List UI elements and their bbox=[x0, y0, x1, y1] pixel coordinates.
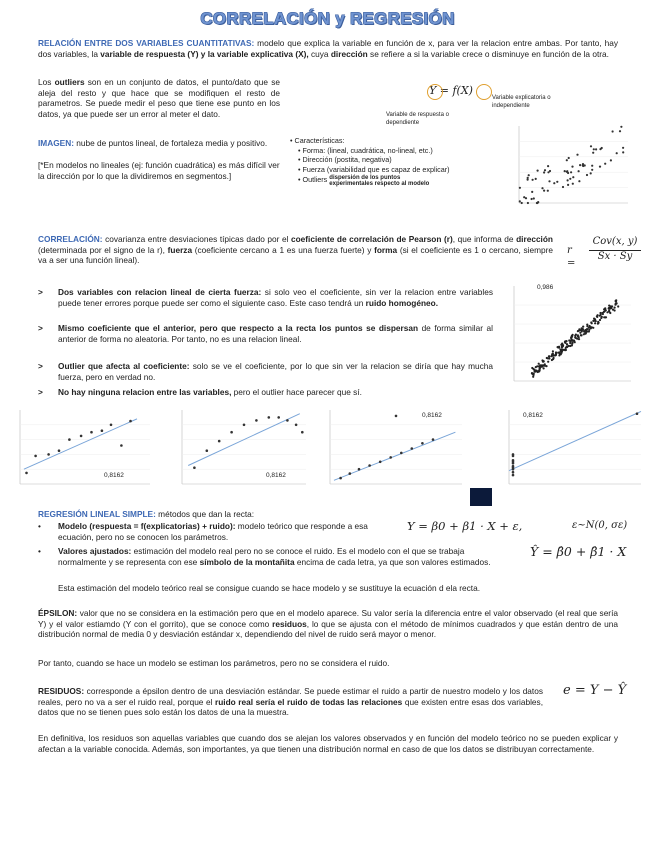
imagen-text: nube de puntos lineal, de fortaleza media y positivo. bbox=[73, 138, 268, 148]
data-point bbox=[619, 130, 621, 132]
data-point bbox=[572, 183, 574, 185]
data-point bbox=[586, 325, 588, 327]
data-point bbox=[536, 202, 538, 204]
data-point bbox=[566, 343, 568, 345]
data-point bbox=[512, 471, 515, 474]
pearson-numerator: Cov(x, y) bbox=[589, 236, 641, 251]
data-point bbox=[368, 464, 371, 467]
intro-paragraph bbox=[38, 38, 618, 59]
epsilon-paragraph: ÉPSILON: valor que no se considera en la estimación pero que en el modelo aparece. Su valor sería la diferencia entre el valor observado (el real que sería Y) y el valor estiamdo (Y con el gorrito), que se conoce como residuos, lo que se ajusta con el método de mínimos cuadrados y que están dentro de una distribución normal de media 0 y desviación estándar x, dependiendo del nivel de ruido será mayor o menor. bbox=[38, 608, 619, 640]
data-point bbox=[547, 361, 549, 363]
data-point bbox=[535, 178, 537, 180]
data-point bbox=[599, 148, 601, 150]
data-point bbox=[606, 311, 608, 313]
data-point bbox=[544, 365, 546, 367]
anscombe-chart-1 bbox=[8, 404, 156, 496]
data-point bbox=[395, 415, 398, 418]
data-point bbox=[243, 424, 246, 427]
intro-bold-2: dirección bbox=[330, 48, 368, 59]
data-point bbox=[358, 468, 361, 471]
formula-circles bbox=[418, 82, 498, 104]
data-point bbox=[572, 339, 574, 341]
anscombe-chart-4 bbox=[497, 404, 647, 496]
data-point bbox=[546, 357, 548, 359]
data-point bbox=[597, 321, 599, 323]
data-point bbox=[533, 374, 535, 376]
regression-line bbox=[509, 411, 641, 470]
data-point bbox=[576, 154, 578, 156]
data-point bbox=[610, 159, 612, 161]
list-item: > No hay ninguna relacion entre las variables, pero el outlier hace parecer que sí. bbox=[38, 387, 362, 397]
feature-item-outliers: • Outliers dispersión de los puntos experimentales respecto al modelo bbox=[298, 174, 430, 188]
data-point bbox=[574, 336, 576, 338]
data-point bbox=[543, 367, 545, 369]
data-point bbox=[556, 181, 558, 183]
data-point bbox=[295, 424, 298, 427]
data-point bbox=[622, 151, 624, 153]
data-point bbox=[586, 328, 588, 330]
data-point bbox=[579, 164, 581, 166]
data-point bbox=[543, 190, 545, 192]
list-item: • Modelo (respuesta = f(explicatorias) + ruido): modelo teórico que responde a esa ecuación, pero no se conocen los parámetros. bbox=[38, 521, 368, 542]
data-point bbox=[604, 163, 606, 165]
data-point bbox=[531, 367, 533, 369]
data-point bbox=[527, 202, 529, 204]
data-point bbox=[571, 336, 573, 338]
data-point bbox=[558, 346, 560, 348]
data-point bbox=[535, 366, 537, 368]
data-point bbox=[604, 308, 606, 310]
scatter-chart-positive-svg bbox=[505, 120, 632, 215]
list-item: > Mismo coeficiente que el anterior, pero que respecto a la recta los puntos se dispersan de forma similar al anterior de forma no aleatoria. Por tanto, no es una relacion lineal. bbox=[38, 323, 493, 344]
data-point bbox=[339, 477, 342, 480]
data-point bbox=[277, 416, 280, 419]
data-point bbox=[617, 305, 619, 307]
data-point bbox=[615, 303, 617, 305]
data-point bbox=[561, 352, 563, 354]
data-point bbox=[129, 420, 132, 423]
data-point bbox=[547, 165, 549, 167]
data-point bbox=[528, 174, 530, 176]
data-point bbox=[90, 431, 93, 434]
correlation-paragraph: CORRELACIÓN: covarianza entre desviaciones típicas dado por el coeficiente de correlación de Pearson (r), que informa de dirección (determinada por el signo de la r), fuerza (coeficiente cercano a 1 es una fuerza fuerte) y forma (si el coeficiente es 1 o cercano, siempre va a ser una función lineal). bbox=[38, 234, 553, 266]
outliers-text-1: Los bbox=[38, 77, 55, 87]
data-point bbox=[519, 200, 521, 202]
data-point bbox=[591, 169, 593, 171]
data-point bbox=[552, 350, 554, 352]
data-point bbox=[512, 474, 515, 477]
data-point bbox=[532, 376, 534, 378]
data-point bbox=[565, 340, 567, 342]
data-point bbox=[525, 197, 527, 199]
data-point bbox=[25, 472, 28, 475]
data-point bbox=[552, 358, 554, 360]
regression-heading-line: REGRESIÓN LINEAL SIMPLE: métodos que dan la recta: bbox=[38, 509, 255, 519]
data-point bbox=[580, 334, 582, 336]
dark-block bbox=[470, 488, 492, 506]
anscombe-label-3: 0,8162 bbox=[422, 412, 442, 419]
data-point bbox=[512, 461, 515, 464]
data-point bbox=[421, 442, 424, 445]
data-point bbox=[541, 187, 543, 189]
data-point bbox=[582, 326, 584, 328]
regression-heading: REGRESIÓN LINEAL SIMPLE: bbox=[38, 509, 156, 519]
data-point bbox=[411, 447, 414, 450]
data-point bbox=[547, 190, 549, 192]
data-point bbox=[593, 148, 595, 150]
data-point bbox=[575, 334, 577, 336]
data-point bbox=[542, 360, 544, 362]
regression-after-text: Esta estimación del modelo teórico real se consigue cuando se hace modelo y se sustituye la ecuación d ela recta. bbox=[58, 583, 480, 593]
epsilon-conclusion: Por tanto, cuando se hace un modelo se estiman los parámetros, pero no se considera el ruido. bbox=[38, 658, 390, 668]
data-point bbox=[268, 416, 271, 419]
data-point bbox=[636, 412, 639, 415]
data-point bbox=[574, 341, 576, 343]
data-point bbox=[595, 148, 597, 150]
data-point bbox=[400, 452, 403, 455]
model-formula: Y = f(X) bbox=[429, 84, 473, 97]
data-point bbox=[590, 145, 592, 147]
feature-item: • Fuerza (variabilidad que es capaz de explicar) bbox=[298, 165, 450, 175]
intro-text-2: cuya bbox=[308, 48, 331, 59]
data-point bbox=[555, 352, 557, 354]
data-point bbox=[591, 322, 593, 324]
data-point bbox=[568, 157, 570, 159]
page-title: CORRELACIÓN y REGRESIÓN bbox=[200, 9, 455, 28]
data-point bbox=[547, 171, 549, 173]
data-point bbox=[255, 419, 258, 422]
intro-text-1: modelo que explica la variable en función de x, para ver la relacion entre ambas. Por tanto, hay dos variables, la bbox=[38, 38, 618, 59]
data-point bbox=[604, 310, 606, 312]
data-point bbox=[512, 455, 515, 458]
data-point bbox=[592, 320, 594, 322]
data-point bbox=[612, 130, 614, 132]
epsilon-heading: ÉPSILON: bbox=[38, 608, 78, 618]
correlation-heading: CORRELACIÓN: bbox=[38, 234, 103, 244]
data-point bbox=[58, 449, 61, 452]
data-point bbox=[599, 319, 601, 321]
data-point bbox=[600, 317, 602, 319]
regression-line bbox=[24, 419, 137, 469]
residuos-conclusion: En definitiva, los residuos son aquellas variables que cuando dos se alejan los valores observados y en función del modelo teórico no se pueden explicar y afectan a la variable conocida. Además, son importantes, ya que tienen una distribución normal en caso de que los datos se distribuyan correctamente. bbox=[38, 733, 618, 754]
data-point bbox=[615, 299, 617, 301]
data-point bbox=[599, 166, 601, 168]
label-explanatory-variable: Variable explicatoria o independiente bbox=[492, 95, 551, 109]
data-point bbox=[534, 369, 536, 371]
anscombe-label-1: 0,8162 bbox=[104, 472, 124, 479]
data-point bbox=[571, 344, 573, 346]
data-point bbox=[571, 341, 573, 343]
list-item: • Valores ajustados: estimación del modelo real pero no se conoce el ruido. Es el modelo con el que se trabaja normalmente y se representa con ese símbolo de la montañita encima de cada letra, ya que son valores estimados. bbox=[38, 546, 491, 567]
data-point bbox=[537, 170, 539, 172]
data-point bbox=[531, 191, 533, 193]
data-point bbox=[218, 440, 221, 443]
data-point bbox=[521, 202, 523, 204]
data-point bbox=[608, 308, 610, 310]
anscombe-chart-3 bbox=[318, 404, 468, 496]
pearson-denominator: Sx · Sy bbox=[597, 250, 633, 262]
outliers-text-2: son en un conjunto de datos, el punto/dato que se aleja del resto y que hace que se modifiquen el resto de parametros. Se puede medir el peso que tiene ese punto en los datos, ya que puede ser un error al meter el dato. bbox=[38, 77, 280, 119]
data-point bbox=[581, 329, 583, 331]
data-point bbox=[590, 172, 592, 174]
feature-item: • Dirección (postita, negativa) bbox=[298, 155, 392, 165]
data-point bbox=[584, 332, 586, 334]
data-point bbox=[548, 180, 550, 182]
data-point bbox=[584, 164, 586, 166]
data-point bbox=[230, 431, 233, 434]
data-point bbox=[193, 466, 196, 469]
data-point bbox=[551, 355, 553, 357]
intro-bold-1: variable de respuesta (Y) y la variable explicativa (X), bbox=[100, 48, 309, 59]
data-point bbox=[553, 182, 555, 184]
data-point bbox=[512, 466, 515, 469]
data-point bbox=[594, 322, 596, 324]
intro-text-3: se refiere a si la variable crece o disminuye en función de la otra. bbox=[367, 48, 609, 59]
model-equation: Y = β0 + β1 · X + ε, bbox=[407, 519, 523, 533]
outliers-paragraph bbox=[38, 77, 280, 119]
data-point bbox=[562, 349, 564, 351]
data-point bbox=[543, 171, 545, 173]
data-point bbox=[544, 169, 546, 171]
residuos-paragraph: RESIDUOS: corresponde a épsilon dentro de una desviación estándar. Se puede estimar el ruido a partir de nuestro modelo y los datos reales, pero no va a ser el ruido real, porque el ruido real sería el ruido de todas las relaciones que existen entre esas dos variables, datos que no se tienen pues solo están los datos de una la muestra. bbox=[38, 686, 544, 718]
data-point bbox=[567, 184, 569, 186]
imagen-paragraph bbox=[38, 138, 280, 149]
anscombe-chart-2 bbox=[170, 404, 312, 496]
label-response-variable: Variable de respuesta o dependiente bbox=[386, 112, 449, 126]
data-point bbox=[569, 342, 571, 344]
data-point bbox=[622, 147, 624, 149]
outliers-bold: outliers bbox=[54, 77, 85, 87]
data-point bbox=[592, 152, 594, 154]
data-point bbox=[110, 424, 113, 427]
feature-item: • Forma: (lineal, cuadrática, no-lineal, etc.) bbox=[298, 145, 433, 155]
data-point bbox=[286, 419, 289, 422]
data-point bbox=[567, 345, 569, 347]
data-point bbox=[301, 431, 304, 434]
correlation-coefficient-label: 0,986 bbox=[537, 284, 554, 291]
data-point bbox=[616, 152, 618, 154]
data-point bbox=[80, 435, 83, 438]
data-point bbox=[567, 172, 569, 174]
data-point bbox=[577, 334, 579, 336]
data-point bbox=[559, 349, 561, 351]
residual-formula: e = Y − Ŷ bbox=[563, 683, 627, 698]
data-point bbox=[553, 355, 555, 357]
data-point bbox=[531, 198, 533, 200]
imagen-heading: IMAGEN: bbox=[38, 138, 74, 148]
data-point bbox=[614, 307, 616, 309]
correlation-scatter-chart bbox=[500, 280, 635, 395]
data-point bbox=[566, 159, 568, 161]
data-point bbox=[620, 126, 622, 128]
data-point bbox=[572, 176, 574, 178]
data-point bbox=[596, 315, 598, 317]
data-point bbox=[594, 318, 596, 320]
features-title: • Características: bbox=[290, 136, 345, 145]
data-point bbox=[538, 365, 540, 367]
data-point bbox=[614, 309, 616, 311]
anscombe-label-4: 0,8162 bbox=[523, 412, 543, 419]
data-point bbox=[570, 171, 572, 173]
data-point bbox=[591, 165, 593, 167]
nonlinear-note: [*En modelos no lineales (ej: función cuadrática) es más difícil ver la dirección por lo que la dividiremos en segmentos.] bbox=[38, 160, 280, 181]
anscombe-chart-1-svg bbox=[8, 404, 156, 496]
anscombe-chart-3-svg bbox=[318, 404, 468, 496]
data-point bbox=[519, 187, 521, 189]
fitted-equation: Ŷ = β̂0 + β̂1 · X bbox=[530, 544, 627, 559]
data-point bbox=[586, 331, 588, 333]
features-list bbox=[290, 136, 450, 188]
data-point bbox=[68, 438, 71, 441]
data-point bbox=[569, 178, 571, 180]
data-point bbox=[349, 472, 352, 475]
data-point bbox=[578, 180, 580, 182]
intro-heading: RELACIÓN ENTRE DOS VARIABLES CUANTITATIVAS: bbox=[38, 38, 255, 48]
anscombe-chart-4-svg bbox=[497, 404, 647, 496]
data-point bbox=[527, 177, 529, 179]
data-point bbox=[567, 179, 569, 181]
data-point bbox=[538, 363, 540, 365]
residuos-heading: RESIDUOS: bbox=[38, 686, 85, 696]
data-point bbox=[599, 315, 601, 317]
data-point bbox=[34, 455, 37, 458]
data-point bbox=[537, 371, 539, 373]
data-point bbox=[120, 444, 123, 447]
anscombe-chart-2-svg bbox=[170, 404, 312, 496]
data-point bbox=[568, 339, 570, 341]
data-point bbox=[586, 174, 588, 176]
data-point bbox=[610, 305, 612, 307]
data-point bbox=[558, 351, 560, 353]
list-item: > Outlier que afecta al coeficiente: solo se ve el coeficiente, por lo que sin ver la relacion se diría que hay mucha fuerza, pero en verdad no. bbox=[38, 361, 494, 382]
pearson-lhs: r = bbox=[567, 245, 576, 269]
data-point bbox=[604, 316, 606, 318]
data-point bbox=[588, 330, 590, 332]
error-distribution: ε~N(0, σε) bbox=[572, 520, 628, 531]
data-point bbox=[577, 330, 579, 332]
data-point bbox=[576, 338, 578, 340]
data-point bbox=[379, 461, 382, 464]
data-point bbox=[564, 170, 566, 172]
data-point bbox=[571, 166, 573, 168]
model-diagram bbox=[288, 78, 551, 203]
correlation-scatter-svg bbox=[500, 280, 635, 395]
scatter-chart-positive bbox=[505, 120, 632, 215]
anscombe-label-2: 0,8162 bbox=[266, 472, 286, 479]
data-point bbox=[591, 326, 593, 328]
list-item: > Dos variables con relacion lineal de cierta fuerza: si solo veo el coeficiente, sin ver la relacion entre variables puede tener errores porque puede ser como el siguiente caso. Este caso tendrá un ruido homogéneo. bbox=[38, 287, 494, 308]
data-point bbox=[562, 186, 564, 188]
data-point bbox=[601, 312, 603, 314]
data-point bbox=[578, 170, 580, 172]
data-point bbox=[432, 438, 435, 441]
data-point bbox=[47, 453, 50, 456]
data-point bbox=[562, 345, 564, 347]
data-point bbox=[389, 456, 392, 459]
data-point bbox=[582, 163, 584, 165]
data-point bbox=[101, 429, 104, 432]
data-point bbox=[533, 197, 535, 199]
data-point bbox=[532, 179, 534, 181]
data-point bbox=[548, 355, 550, 357]
data-point bbox=[206, 449, 209, 452]
